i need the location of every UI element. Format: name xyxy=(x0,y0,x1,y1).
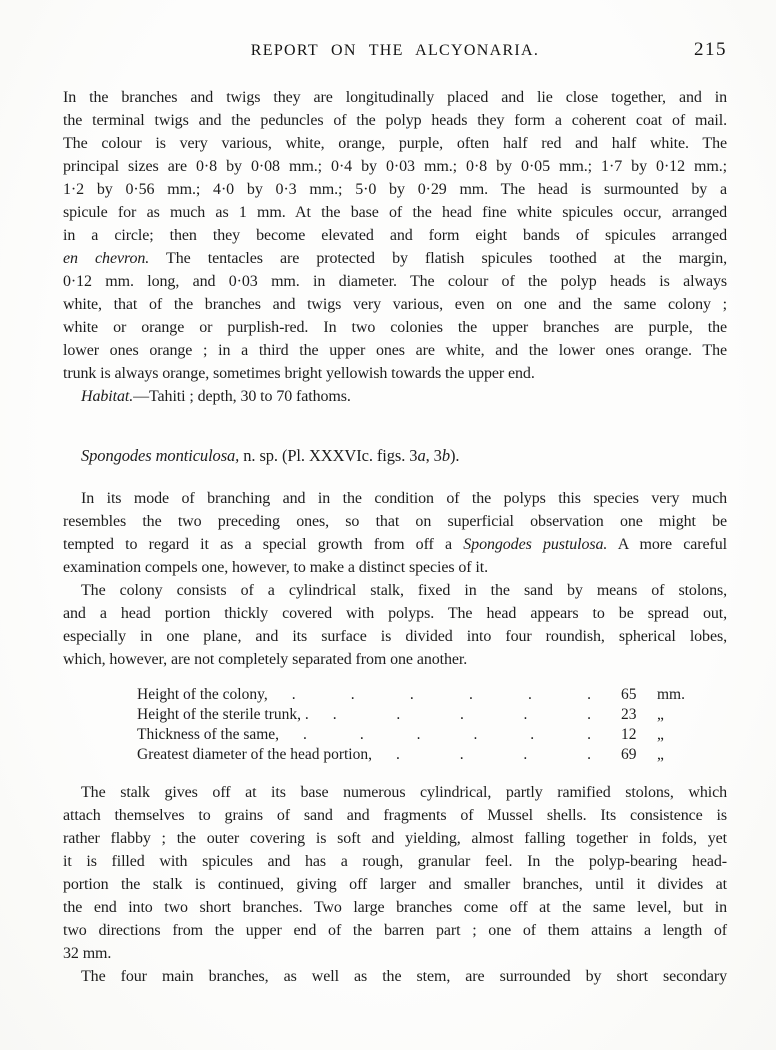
text-line xyxy=(63,804,727,827)
leader-dot: . xyxy=(396,706,401,723)
text-segment: examination compels one, however, to make a distinct species of it. xyxy=(63,559,488,576)
measurement-value: 65 xyxy=(621,686,637,703)
leader-dot: . xyxy=(468,686,473,703)
measurement-row xyxy=(137,745,697,765)
text-segment: lower ones orange ; in a third the upper ones are white, and the lower ones orange. The xyxy=(63,342,727,359)
text-line xyxy=(63,247,727,270)
measurement-value: 12 xyxy=(621,726,637,743)
text-line xyxy=(63,850,727,873)
leader-dot: . xyxy=(587,706,591,723)
leader-dot: . xyxy=(303,726,307,743)
leader-dot: . xyxy=(528,686,532,703)
text-line xyxy=(63,487,727,510)
text-segment: 32 mm. xyxy=(63,945,112,962)
measurement-row xyxy=(137,705,697,725)
text-segment: two directions from the upper end of the barren part ; one of them attains a length of xyxy=(63,922,727,939)
text-segment: , 3 xyxy=(425,446,442,465)
paragraph xyxy=(63,86,727,385)
text-line xyxy=(63,510,727,533)
text-line xyxy=(63,224,727,247)
text-segment: The tentacles are protected by flatish spicules toothed at the margin, xyxy=(149,250,727,267)
measurement-row xyxy=(137,685,697,705)
text-segment: rather flabby ; the outer covering is soft and yielding, almost falling together in folds, yet xyxy=(63,830,727,847)
text-line xyxy=(63,270,727,293)
leader-dot: . xyxy=(530,726,535,743)
text-segment: principal sizes are 0·8 by 0·08 mm.; 0·4 by 0·03 mm.; 0·8 by 0·05 mm.; 1·7 by 0·12 mm.; xyxy=(63,158,727,175)
text-line xyxy=(63,339,727,362)
leader-dot: . xyxy=(587,686,591,703)
measurement-unit: „ xyxy=(657,706,664,723)
leader-dot: . xyxy=(409,686,414,703)
text-segment: The stalk gives off at its base numerous cylindrical, partly ramified stolons, which xyxy=(81,784,727,801)
measurement-value: 23 xyxy=(621,706,637,723)
italic-text: Spongodes monticulosa, xyxy=(81,446,240,465)
text-line xyxy=(63,896,727,919)
dot-leader xyxy=(372,745,621,765)
measurement-unit: „ xyxy=(657,726,664,743)
text-segment: spicule for as much as 1 mm. At the base of the head fine white spicules occur, arranged xyxy=(63,204,727,221)
text-line xyxy=(63,109,727,132)
text-segment: resembles the two preceding ones, so that on superficial observation one might be xyxy=(63,513,727,530)
text-line xyxy=(63,919,727,942)
leader-dot: . xyxy=(350,686,355,703)
measurement-unit: mm. xyxy=(657,686,685,703)
dot-leader xyxy=(268,685,621,705)
measurement-label: Greatest diameter of the head portion, xyxy=(137,746,372,763)
text-segment: white, that of the branches and twigs very various, even on one and the same colony ; xyxy=(63,296,727,313)
measurement-table xyxy=(137,685,697,765)
text-segment: n. sp. (Pl. XXXVIc. figs. 3 xyxy=(239,446,418,465)
measurement-label: Height of the sterile trunk, . xyxy=(137,706,309,723)
text-segment: portion the stalk is continued, giving off larger and smaller branches, until it divides at xyxy=(63,876,727,893)
text-segment: The colony consists of a cylindrical stalk, fixed in the sand by means of stolons, xyxy=(81,582,727,599)
paragraph xyxy=(63,385,727,408)
measurement-row xyxy=(137,725,697,745)
text-segment: The four main branches, as well as the stem, are surrounded by short secondary xyxy=(81,968,727,985)
text-line xyxy=(63,625,727,648)
text-line xyxy=(63,648,727,671)
text-segment: The colour is very various, white, orange, purple, often half red and half white. The xyxy=(63,135,727,152)
paragraph xyxy=(63,781,727,965)
text-line xyxy=(63,362,727,385)
text-segment: which, however, are not completely separated from one another. xyxy=(63,651,468,668)
leader-dot: . xyxy=(459,746,464,763)
running-head-title: REPORT ON THE ALCYONARIA. xyxy=(250,42,540,59)
leader-dot: . xyxy=(332,706,337,723)
text-segment: In its mode of branching and in the condition of the polyps this species very much xyxy=(81,490,727,507)
text-line xyxy=(63,965,727,988)
italic-text: en chevron. xyxy=(63,250,150,267)
italic-text: b xyxy=(441,446,450,465)
text-segment: it is filled with spicules and has a rough, granular feel. In the polyp-bearing head- xyxy=(63,853,727,870)
leader-dot: . xyxy=(587,746,591,763)
leader-dot: . xyxy=(459,706,464,723)
text-segment: especially in one plane, and its surface is divided into four roundish, spherical lobes, xyxy=(63,628,727,645)
text-segment: attach themselves to grains of sand and fragments of Mussel shells. Its consistence is xyxy=(63,807,727,824)
measurement-label: Thickness of the same, xyxy=(137,726,280,743)
measurement-value: 69 xyxy=(621,746,637,763)
measurement-unit: „ xyxy=(657,746,664,763)
italic-text: Habitat. xyxy=(81,388,134,405)
text-segment: ). xyxy=(449,446,460,465)
running-head xyxy=(63,39,727,62)
text-segment: the end into two short branches. Two large branches come off at the same level, but in xyxy=(63,899,727,916)
measurement-label: Height of the colony, xyxy=(137,686,268,703)
text-segment: the terminal twigs and the peduncles of the polyp heads they form a coherent coat of mail. xyxy=(63,112,727,129)
italic-text: a xyxy=(417,446,426,465)
text-line xyxy=(63,385,727,408)
paragraph xyxy=(63,965,727,988)
text-blocks xyxy=(63,86,727,988)
text-line xyxy=(63,86,727,109)
text-segment: trunk is always orange, sometimes bright yellowish towards the upper end. xyxy=(63,365,535,382)
text-line xyxy=(63,827,727,850)
leader-dot: . xyxy=(523,706,528,723)
text-line xyxy=(63,132,727,155)
text-segment: white or orange or purplish-red. In two colonies the upper branches are purple, the xyxy=(63,319,727,336)
leader-dot: . xyxy=(396,746,400,763)
leader-dot: . xyxy=(416,726,421,743)
species-heading xyxy=(63,444,727,467)
dot-leader xyxy=(309,705,621,725)
text-line xyxy=(63,316,727,339)
text-line xyxy=(63,556,727,579)
text-line xyxy=(63,178,727,201)
text-segment: 0·12 mm. long, and 0·03 mm. in diameter. The colour of the polyp heads is always xyxy=(63,273,727,290)
text-segment: and a head portion thickly covered with polyps. The head appears to be spread out, xyxy=(63,605,727,622)
text-line xyxy=(63,293,727,316)
text-line xyxy=(63,579,727,602)
leader-dot: . xyxy=(359,726,364,743)
leader-dot: . xyxy=(291,686,296,703)
text-line xyxy=(63,602,727,625)
text-line xyxy=(63,942,727,965)
text-segment: A more careful xyxy=(607,536,727,553)
italic-text: Spongodes pustulosa. xyxy=(463,536,608,553)
page-body xyxy=(63,86,727,988)
text-segment: in a circle; then they become elevated and form eight bands of spicules arranged xyxy=(63,227,727,244)
leader-dot: . xyxy=(473,726,478,743)
text-line xyxy=(63,444,727,467)
paragraph xyxy=(63,579,727,671)
text-line xyxy=(63,533,727,556)
paragraph xyxy=(63,487,727,579)
text-line xyxy=(63,201,727,224)
text-line xyxy=(63,873,727,896)
text-segment: In the branches and twigs they are longitudinally placed and lie close together, and in xyxy=(63,89,727,106)
text-segment: tempted to regard it as a special growth from off a xyxy=(63,536,464,553)
text-segment: 1·2 by 0·56 mm.; 4·0 by 0·3 mm.; 5·0 by 0·29 mm. The head is surmounted by a xyxy=(63,181,727,198)
text-segment: —Tahiti ; depth, 30 to 70 fathoms. xyxy=(133,388,351,405)
leader-dot: . xyxy=(523,746,528,763)
text-line xyxy=(63,781,727,804)
leader-dot: . xyxy=(587,726,591,743)
page-number: 215 xyxy=(694,39,727,60)
text-line xyxy=(63,155,727,178)
page-header xyxy=(63,39,727,62)
dot-leader xyxy=(279,725,621,745)
